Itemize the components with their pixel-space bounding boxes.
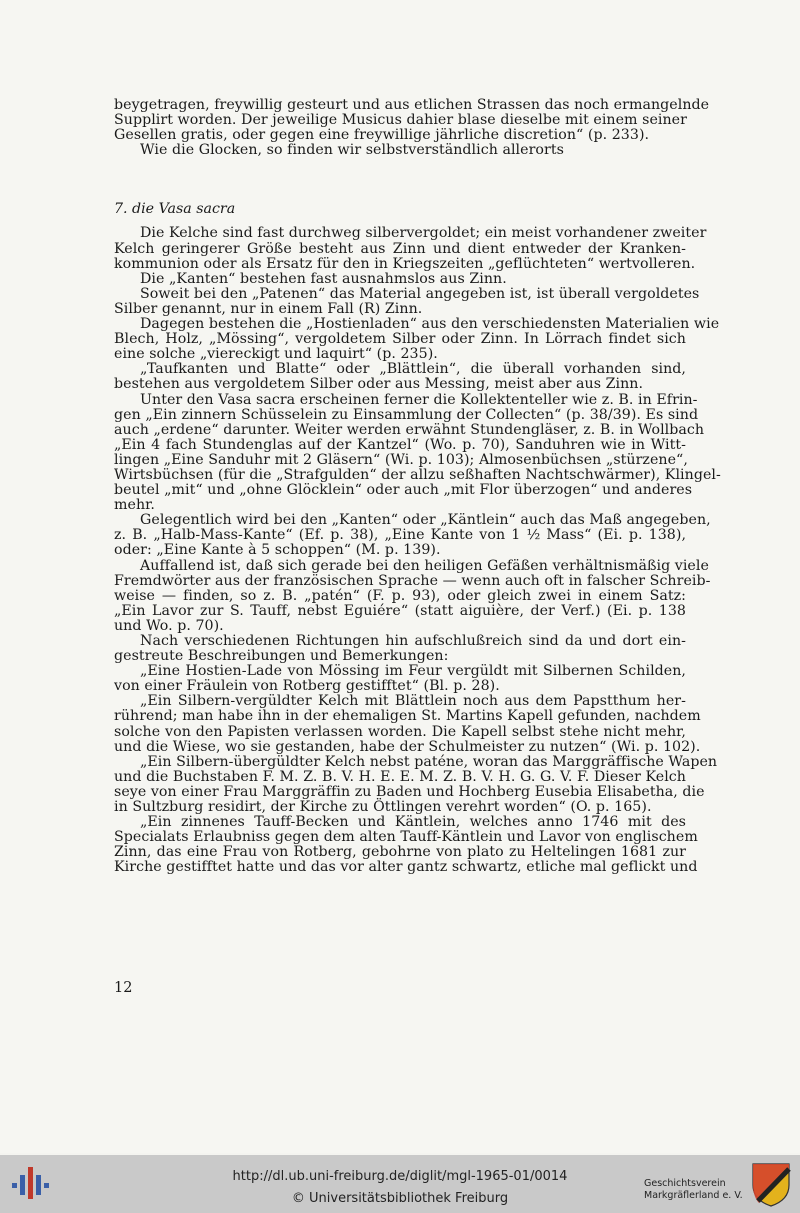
text-line: Gelegentlich wird bei den „Kanten“ oder „Käntlein“ auch das Maß angegeben, [140, 512, 711, 529]
text-line: „Taufkanten und Blatte“ oder „Blättlein“, die überall vorhanden sind, [140, 361, 686, 378]
text-line: „Ein Lavor zur S. Tauff, nebst Eguiére“ (statt aiguière, der Verf.) (Ei. p. 138 [114, 602, 686, 619]
text-line: von einer Fräulein von Rotberg gestifftet“ (Bl. p. 28). [114, 678, 500, 695]
text-line: z. B. „Halb-Mass-Kante“ (Ef. p. 38), „Eine Kante von 1 ½ Mass“ (Ei. p. 138), [114, 527, 686, 544]
source-url[interactable]: http://dl.ub.uni-freiburg.de/diglit/mgl-1965-01/0014 [232, 1169, 568, 1184]
text-line: in Sultzburg residirt, der Kirche zu Öttlingen verehrt worden“ (O. p. 165). [114, 799, 652, 816]
text-line: Die Kelche sind fast durchweg silbervergoldet; ein meist vorhandener zweiter [140, 225, 707, 242]
text-line: lingen „Eine Sanduhr mit 2 Gläsern“ (Wi. p. 103); Almosenbüchsen „stürzene“, [114, 451, 688, 468]
text-line: Die „Kanten“ bestehen fast ausnahmslos aus Zinn. [140, 270, 507, 287]
text-line: Wie die Glocken, so finden wir selbstverständlich allerorts [140, 142, 564, 159]
text-line: Kelch geringerer Größe besteht aus Zinn und dient entweder der Kranken- [114, 240, 686, 257]
paragraph-block-intro [114, 97, 710, 159]
text-line: Fremdwörter aus der französischen Sprache — wenn auch oft in falscher Schreib- [114, 572, 711, 589]
text-line: Nach verschiedenen Richtungen hin aufschlußreich sind da und dort ein- [140, 633, 686, 649]
text-line: gen „Ein zinnern Schüsselein zu Einsammlung der Collecten“ (p. 38/39). Es sind [114, 406, 699, 423]
society-name-line2: Markgräflerland e. V. [644, 1190, 743, 1201]
text-line: Specialats Erlaubniss gegen dem alten Tauff-Käntlein und Lavor von englischem [114, 829, 698, 846]
body-text [114, 97, 721, 876]
text-line: „Ein 4 fach Stundenglas auf der Kantzel“ (Wo. p. 70), Sanduhren wie in Witt- [114, 436, 686, 453]
text-line: gestreute Beschreibungen und Bemerkungen: [114, 648, 449, 665]
text-line: und die Buchstaben F. M. Z. B. V. H. E. E. M. Z. B. V. H. G. G. V. F. Dieser Kelch [114, 768, 686, 785]
text-line: Soweit bei den „Patenen“ das Material angegeben ist, ist überall vergoldetes [140, 285, 700, 302]
text-line: Silber genannt, nur in einem Fall (R) Zinn. [114, 300, 423, 317]
text-line: „Ein zinnenes Tauff-Becken und Käntlein, welches anno 1746 mit des [140, 814, 686, 831]
text-line: eine solche „viereckigt und laquirt“ (p. 235). [114, 346, 438, 363]
text-line: beygetragen, freywillig gesteurt und aus etlichen Strassen das noch ermangelnde [114, 97, 710, 113]
text-line: beutel „mit“ und „ohne Glöcklein“ oder auch „mit Flor überzogen“ und anderes [114, 482, 693, 499]
section-heading: 7. die Vasa sacra [114, 201, 236, 218]
text-line: auch „erdene“ darunter. Weiter werden erwähnt Stundengläser, z. B. in Wollbach [114, 421, 705, 438]
text-line: Unter den Vasa sacra erscheinen ferner die Kollektenteller wie z. B. in Efrin- [140, 391, 698, 408]
coat-of-arms-icon [750, 1161, 792, 1207]
page-number: 12 [114, 980, 133, 996]
text-line: oder: „Eine Kante à 5 schoppen“ (M. p. 139). [114, 542, 441, 559]
text-line: und die Wiese, wo sie gestanden, habe der Schulmeister zu nutzen“ (Wi. p. 102). [114, 738, 701, 755]
society-name [644, 1178, 743, 1202]
paragraph-block-vasa-sacra [114, 225, 721, 876]
text-line: solche von den Papisten verlassen worden. Die Kapell selbst stehe nicht mehr, [114, 723, 686, 740]
text-line: „Eine Hostien-Lade von Mössing im Feur vergüldt mit Silbernen Schilden, [140, 663, 686, 680]
copyright-notice: © Universitätsbibliothek Freiburg [291, 1191, 509, 1206]
text-line: kommunion oder als Ersatz für den in Kriegszeiten „geflüchteten“ wertvolleren. [114, 255, 696, 272]
text-line: Dagegen bestehen die „Hostienladen“ aus den verschiedensten Materialien wie [140, 316, 720, 333]
text-line: Blech, Holz, „Mössing“, vergoldetem Silber oder Zinn. In Lörrach findet sich [114, 331, 686, 348]
text-line: Zinn, das eine Frau von Rotberg, gebohrne von plato zu Heltelingen 1681 zur [114, 844, 686, 861]
society-name-line1: Geschichtsverein [644, 1178, 726, 1189]
text-line: bestehen aus vergoldetem Silber oder aus Messing, meist aber aus Zinn. [114, 376, 644, 393]
text-line: Supplirt worden. Der jeweilige Musicus dahier blase dieselbe mit einem seiner [114, 112, 687, 129]
text-line: Auffallend ist, daß sich gerade bei den heiligen Gefäßen verhältnismäßig viele [140, 557, 709, 574]
text-line: rührend; man habe ihn in der ehemaligen St. Martins Kapell gefunden, nachdem [114, 708, 701, 725]
footer-bar [0, 1155, 800, 1213]
text-line: weise — finden, so z. B. „patén“ (F. p. 93), oder gleich zwei in einem Satz: [114, 587, 686, 604]
text-line: und Wo. p. 70). [114, 617, 224, 634]
text-line: Gesellen gratis, oder gegen eine freywillige jährliche discretion“ (p. 233). [114, 127, 650, 144]
text-line: „Ein Silbern-vergüldter Kelch mit Blättlein noch aus dem Papstthum her- [140, 693, 686, 710]
text-line: seye von einer Frau Marggräffin zu Baden und Hochberg Eusebia Elisabetha, die [114, 783, 705, 800]
text-line: mehr. [114, 497, 155, 514]
text-line: Kirche gestifftet hatte und das vor alter gantz schwartz, etliche mal geflickt und [114, 859, 698, 876]
text-line: „Ein Silbern-übergüldter Kelch nebst paténe, woran das Marggräffische Wapen [140, 753, 718, 770]
text-line: Wirtsbüchsen (für die „Strafgulden“ der allzu seßhaften Nachtschwärmer), Klingel- [114, 466, 721, 483]
